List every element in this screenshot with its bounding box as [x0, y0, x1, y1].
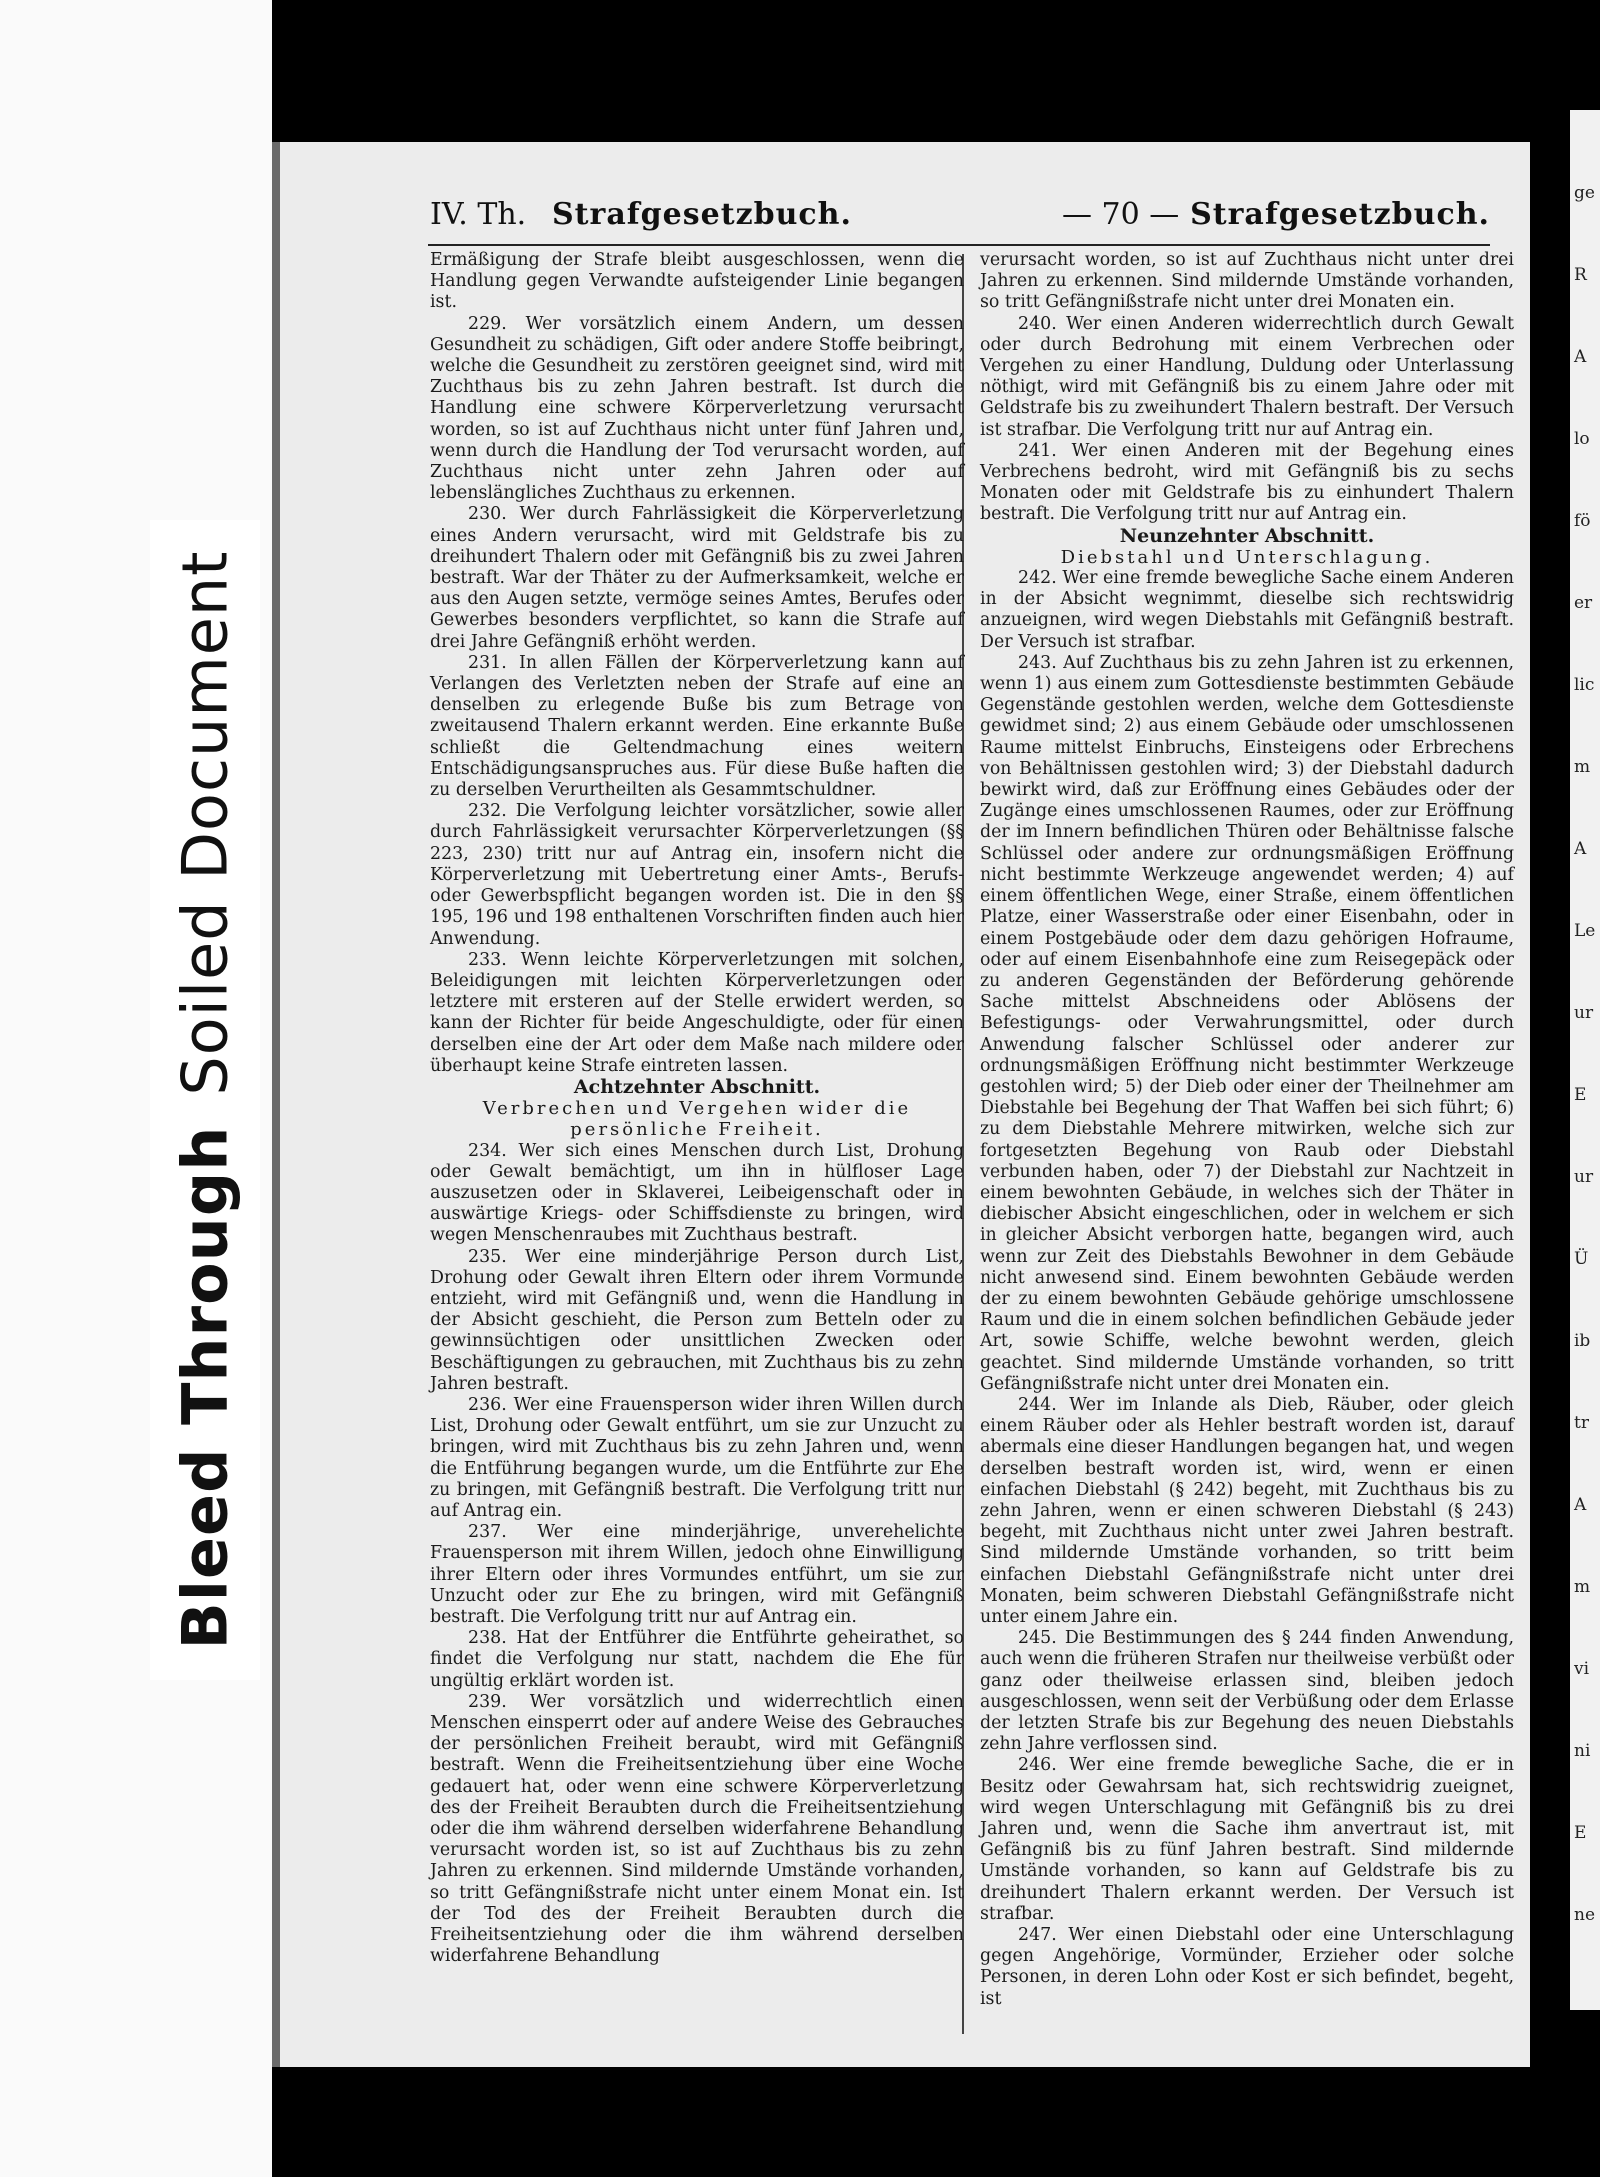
adjacent-page-fragment: A — [1574, 1495, 1587, 1515]
running-header — [430, 197, 1490, 247]
adjacent-page-fragment: lic — [1574, 675, 1595, 695]
page-number: — 70 — — [1062, 197, 1180, 232]
adjacent-page-fragment: m — [1574, 1577, 1591, 1597]
paragraph: 238. Hat der Entführer die Entführte geheirathet, so findet die Verfolgung nur statt, nachdem die Ehe für ungültig erklärt worden ist. — [430, 1628, 964, 1691]
left-column — [430, 250, 964, 1967]
part-label: IV. Th. — [430, 197, 527, 232]
paragraph: 233. Wenn leichte Körperverletzungen mit solchen, Beleidigungen mit leichten Körperverletzungen oder letztere mit ersteren auf der Stelle erwidert werden, so kann der Richter für beide Angeschuldigte, oder für einen derselben eine der Art oder dem Maße nach mildere oder überhaupt keine Strafe eintreten lassen. — [430, 949, 964, 1076]
adjacent-page-fragment: E — [1574, 1085, 1587, 1105]
adjacent-page-fragment: A — [1574, 347, 1587, 367]
adjacent-page-fragment: R — [1574, 265, 1587, 285]
adjacent-page-fragment: Ü — [1574, 1249, 1589, 1269]
adjacent-page-fragment: tr — [1574, 1413, 1589, 1433]
paragraph: 230. Wer durch Fahrlässigkeit die Körperverletzung eines Andern verursacht, wird mit Geldstrafe bis zu dreihundert Thalern oder mit Gefängniß bis zu zwei Jahren bestraft. War der Thäter zu der Aufmerksamkeit, welche er aus den Augen setzte, vermöge seines Amtes, Berufes oder Gewerbes besonders verpflichtet, so kann die Strafe auf drei Jahre Gefängniß erhöht werden. — [430, 504, 964, 652]
section-subheading: Diebstahl und Unterschlagung. — [1060, 546, 1434, 568]
header-title-right: Strafgesetzbuch. — [1190, 197, 1490, 232]
paragraph: 239. Wer vorsätzlich und widerrechtlich einen Menschen einsperrt oder auf andere Weise des Gebrauches der persönlichen Freiheit beraubt, wird mit Gefängniß bestraft. Wenn die Freiheitsentziehung über eine Woche gedauert hat, oder wenn eine schwere Körperverletzung des der Freiheit Beraubten durch die Freiheitsentziehung oder die ihm während derselben widerfahrene Behandlung verursacht worden ist, so ist auf Zuchthaus bis zu zehn Jahren zu erkennen. Sind mildernde Umstände vorhanden, so tritt Gefängnißstrafe nicht unter einem Monat ein. Ist der Tod des der Freiheit Beraubten durch die Freiheitsentziehung oder die ihm während derselben widerfahrene Behandlung — [430, 1691, 964, 1967]
paragraph: 242. Wer eine fremde bewegliche Sache einem Anderen in der Absicht wegnimmt, dieselbe sich rechtswidrig anzueignen, wird wegen Diebstahls mit Gefängniß bestraft. Der Versuch ist strafbar. — [980, 568, 1514, 652]
section-heading: Achtzehnter Abschnitt. — [573, 1075, 821, 1098]
paragraph: 231. In allen Fällen der Körperverletzung kann auf Verlangen des Verletzten neben der Strafe auf eine an denselben zu erlegende Buße bis zum Betrage von zweitausend Thalern erkannt werden. Eine erkannte Buße schließt die Geltendmachung eines weitern Entschädigungsanspruches aus. Für diese Buße haften die zu derselben Verurtheilten als Gesammtschuldner. — [430, 652, 964, 801]
paragraph: 243. Auf Zuchthaus bis zu zehn Jahren ist zu erkennen, wenn 1) aus einem zum Gottesdienste bestimmten Gebäude Gegenstände gestohlen werden, welche dem Gottesdienste gewidmet sind; 2) aus einem Gebäude oder umschlossenen Raume mittelst Einbruchs, Einsteigens oder Erbrechens von Behältnissen gestohlen wird; 3) der Diebstahl dadurch bewirkt wird, daß zur Eröffnung eines Gebäudes oder der Zugänge eines umschlossenen Raumes, oder zur Eröffnung der im Innern befindlichen Thüren oder Behältnisse falsche Schlüssel oder andere zur ordnungsmäßigen Eröffnung nicht bestimmte Werkzeuge angewendet werden; 4) auf einem öffentlichen Wege, einer Straße, einem öffentlichen Platze, einer Wasserstraße oder einer Eisenbahn, oder in einem Postgebäude oder dem dazu gehörigen Hofraume, oder auf einem Eisenbahnhofe eine zum Reisegepäck oder zu anderen Gegenständen der Beförderung gehörende Sache mittelst Abschneidens oder Ablösens der Befestigungs- oder Verwahrungsmittel, oder durch Anwendung falscher Schlüssel oder anderer zur ordnungsmäßigen Eröffnung nicht bestimmter Werkzeuge gestohlen wird; 5) der Dieb oder einer der Theilnehmer am Diebstahle bei Begehung der That Waffen bei sich führt; 6) zu dem Diebstahle Mehrere mitwirken, welche sich zur fortgesetzten Begehung von Raub oder Diebstahl verbunden haben, oder 7) der Diebstahl zur Nachtzeit in einem bewohnten Gebäude, in welches sich der Thäter in diebischer Absicht eingeschlichen, oder in welchem er sich in gleicher Absicht verborgen hatte, begangen wird, auch wenn zur Zeit des Diebstahls Bewohner in dem Gebäude nicht anwesend sind. Einem bewohnten Gebäude werden der zu einem bewohnten Gebäude gehörige umschlossene Raum und die in einem solchen befindlichen Gebäude jeder Art, sowie Schiffe, welche bewohnt werden, gleich geachtet. Sind mildernde Umstände vorhanden, so tritt Gefängnißstrafe nicht unter drei Monaten ein. — [980, 652, 1514, 1394]
section-heading: Neunzehnter Abschnitt. — [1119, 524, 1375, 547]
continued-text: verursacht worden, so ist auf Zuchthaus nicht unter drei Jahren zu erkennen. Sind mildernde Umstände vorhanden, so tritt Gefängnißstrafe nicht unter drei Monaten ein. — [980, 250, 1514, 313]
paragraph: 236. Wer eine Frauensperson wider ihren Willen durch List, Drohung oder Gewalt entführt, um sie zur Unzucht zu bringen, wird mit Zuchthaus bis zu zehn Jahren und, wenn die Entführung begangen wurde, um die Entführte zur Ehe zu bringen, mit Gefängniß bestraft. Die Verfolgung tritt nur auf Antrag ein. — [430, 1394, 964, 1521]
adjacent-page-fragment: ni — [1574, 1741, 1591, 1761]
header-title-left: Strafgesetzbuch. — [552, 197, 852, 232]
adjacent-page-fragment: er — [1574, 593, 1593, 613]
right-column — [980, 250, 1514, 2010]
paragraph: 229. Wer vorsätzlich einem Andern, um dessen Gesundheit zu schädigen, Gift oder andere Stoffe beibringt, welche die Gesundheit zu zerstören geeignet sind, wird mit Zuchthaus bis zu zehn Jahren bestraft. Ist durch die Handlung eine schwere Körperverletzung verursacht worden, so ist auf Zuchthaus nicht unter fünf Jahren und, wenn durch die Handlung der Tod verursacht worden, auf Zuchthaus nicht unter zehn Jahren oder auf lebenslängliches Zuchthaus zu erkennen. — [430, 313, 964, 504]
paragraph: 235. Wer eine minderjährige Person durch List, Drohung oder Gewalt ihren Eltern oder ihrem Vormunde entzieht, wird mit Gefängniß und, wenn die Handlung in der Absicht geschieht, die Person zum Betteln oder zu gewinnsüchtigen oder unsittlichen Zwecken oder Beschäftigungen zu gebrauchen, mit Zuchthaus bis zu zehn Jahren bestraft. — [430, 1246, 964, 1394]
adjacent-page-fragment: E — [1574, 1823, 1587, 1843]
adjacent-page-fragment: m — [1574, 757, 1591, 777]
adjacent-page-fragment: fö — [1574, 511, 1591, 531]
adjacent-page-fragment: vi — [1574, 1659, 1590, 1679]
section-subheading: Verbrechen und Vergehen wider die persönliche Freiheit. — [482, 1098, 912, 1141]
continued-text: Ermäßigung der Strafe bleibt ausgeschlossen, wenn die Handlung gegen Verwandte aufsteigender Linie begangen ist. — [430, 250, 964, 313]
stamp-soiled-document: Soiled Document — [168, 550, 242, 1096]
paragraph: 246. Wer eine fremde bewegliche Sache, die er in Besitz oder Gewahrsam hat, sich rechtswidrig zueignet, wird wegen Unterschlagung mit Gefängniß bis zu drei Jahren und, wenn die Sache ihm anvertraut ist, mit Gefängniß bis zu fünf Jahren bestraft. Sind mildernde Umstände vorhanden, so kann auf Geldstrafe bis zu dreihundert Thalern erkannt werden. Der Versuch ist strafbar. — [980, 1755, 1514, 1924]
paragraph: 247. Wer einen Diebstahl oder eine Unterschlagung gegen Angehörige, Vormünder, Erzieher oder solche Personen, in deren Lohn oder Kost er sich befindet, begeht, ist — [980, 1925, 1514, 2009]
stamp-bleed-through: Bleed Through — [168, 1125, 242, 1650]
header-rule — [428, 244, 1490, 246]
book-page — [272, 142, 1530, 2067]
adjacent-page-fragment: ur — [1574, 1003, 1594, 1023]
paragraph: 241. Wer einen Anderen mit der Begehung eines Verbrechens bedroht, wird mit Gefängniß bis zu sechs Monaten oder mit Geldstrafe bis zu einhundert Thalern bestraft. Die Verfolgung tritt nur auf Antrag ein. — [980, 440, 1514, 525]
quality-stamp — [150, 520, 260, 1680]
paragraph: 244. Wer im Inlande als Dieb, Räuber, oder gleich einem Räuber oder als Hehler bestraft worden ist, darauf abermals eine dieser Handlungen begangen hat, und wegen derselben bestraft worden ist, wird, wenn er einen einfachen Diebstahl (§ 242) begeht, mit Zuchthaus bis zu zehn Jahren, wenn er einen schweren Diebstahl (§ 243) begeht, mit Zuchthaus nicht unter zwei Jahren bestraft. Sind mildernde Umstände vorhanden, so tritt beim einfachen Diebstahl Gefängnißstrafe nicht unter drei Monaten, beim schweren Diebstahl Gefängnißstrafe nicht unter einem Jahre ein. — [980, 1394, 1514, 1627]
adjacent-page-fragment: ur — [1574, 1167, 1594, 1187]
adjacent-page-edge — [1570, 110, 1600, 2010]
paragraph: 240. Wer einen Anderen widerrechtlich durch Gewalt oder durch Bedrohung mit einem Verbrechen oder Vergehen zu einer Handlung, Duldung oder Unterlassung nöthigt, wird mit Gefängniß bis zu einem Jahre oder mit Geldstrafe bis zu zweihundert Thalern bestraft. Der Versuch ist strafbar. Die Verfolgung tritt nur auf Antrag ein. — [980, 313, 1514, 440]
adjacent-page-fragment: Le — [1574, 921, 1596, 941]
adjacent-page-fragment: ib — [1574, 1331, 1591, 1351]
adjacent-page-fragment: ne — [1574, 1905, 1596, 1925]
paragraph: 234. Wer sich eines Menschen durch List, Drohung oder Gewalt bemächtigt, um ihn in hülfloser Lage auszusetzen oder in Sklaverei, Leibeigenschaft oder in auswärtige Kriegs- oder Schiffsdienste zu bringen, wird wegen Menschenraubes mit Zuchthaus bestraft. — [430, 1140, 964, 1246]
paragraph: 245. Die Bestimmungen des § 244 finden Anwendung, auch wenn die früheren Strafen nur theilweise verbüßt oder ganz oder theilweise erlassen sind, bleiben jedoch ausgeschlossen, wenn seit der Verbüßung oder dem Erlasse der letzten Strafe bis zur Begehung des neuen Diebstahls zehn Jahre verflossen sind. — [980, 1628, 1514, 1755]
paragraph: 237. Wer eine minderjährige, unverehelichte Frauensperson mit ihrem Willen, jedoch ohne Einwilligung ihrer Eltern oder ihres Vormundes entführt, um sie zur Unzucht oder zur Ehe zu bringen, wird mit Gefängniß bestraft. Die Verfolgung tritt nur auf Antrag ein. — [430, 1522, 964, 1627]
adjacent-page-fragment: lo — [1574, 429, 1590, 449]
adjacent-page-fragment: A — [1574, 839, 1587, 859]
adjacent-page-fragment: ge — [1574, 183, 1595, 203]
paragraph: 232. Die Verfolgung leichter vorsätzlicher, sowie aller durch Fahrlässigkeit verursachter Körperverletzungen (§§ 223, 230) tritt nur auf Antrag ein, insofern nicht die Körperverletzung mit Uebertretung einer Amts-, Berufs- oder Gewerbspflicht begangen worden ist. Die in den §§ 195, 196 und 198 enthaltenen Vorschriften finden auch hier Anwendung. — [430, 801, 964, 949]
